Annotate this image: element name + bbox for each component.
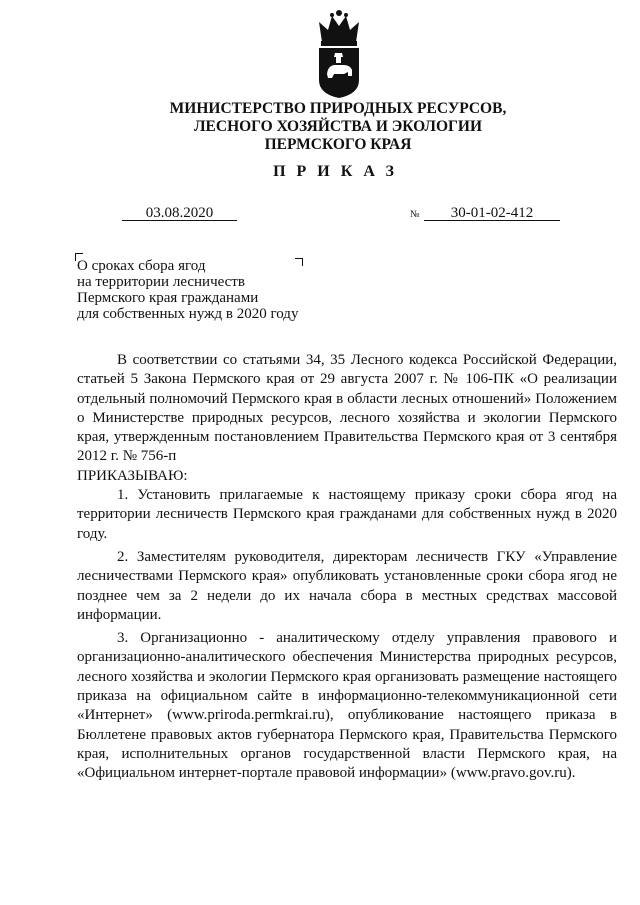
subject-line: Пермского края гражданами xyxy=(77,290,259,306)
order-word: ПРИКАЗЫВАЮ: xyxy=(77,467,188,484)
subject-line: для собственных нужд в 2020 году xyxy=(77,306,299,322)
ministry-line: ЛЕСНОГО ХОЗЯЙСТВА И ЭКОЛОГИИ xyxy=(193,118,483,135)
subject-line: О сроках сбора ягод xyxy=(77,258,206,274)
subject-line: на территории лесничеств xyxy=(77,274,245,290)
order-body xyxy=(77,351,617,784)
preamble-paragraph: В соответствии со статьями 34, 35 Лесного кодекса Российской Федерации, статьей 5 Закона Пермского края от 29 августа 2007 г. № 106-ПК «О реализации отдельный полномочий Пермского края в области лесных отношений» Положением о Министерстве природных ресурсов, лесного хозяйства и экологии Пермского края, утвержденным постановлением Правительства Пермского края от 3 сентября 2012 г. № 756-п xyxy=(77,352,617,465)
order-date: 03.08.2020 xyxy=(122,206,237,221)
document-type: ПРИКАЗ xyxy=(273,163,405,180)
number-label: № xyxy=(410,209,420,220)
ministry-name xyxy=(0,100,640,154)
ministry-line: ПЕРМСКОГО КРАЯ xyxy=(264,136,412,153)
ministry-line: МИНИСТЕРСТВО ПРИРОДНЫХ РЕСУРСОВ, xyxy=(169,100,507,117)
order-item-2: 2. Заместителям руководителя, директорам лесничеств ГКУ «Управление лесничествами Пермского края» опубликовать установленные сроки сбора ягод не позднее чем за 2 недели до их начала сбора в местных средствах массовой информации. xyxy=(77,548,617,623)
order-item-1: 1. Установить прилагаемые к настоящему приказу сроки сбора ягод на территории лесничеств Пермского края гражданами для собственных нужд в 2020 году. xyxy=(77,487,617,542)
order-item-3: 3. Организационно - аналитическому отделу управления правового и организационно-аналитического обеспечения Министерства природных ресурсов, лесного хозяйства и экологии Пермского края организовать размещение настоящего приказа на официальном сайте в информационно-телекоммуникационной сети «Интернет» (www.priroda.permkrai.ru), опубликование настоящего приказа в Бюллетене правовых актов губернатора Пермского края, Правительства Пермского края, исполнительных органов государственной власти Пермского края, на «Официальном интернет-портале правовой информации» (www.pravo.gov.ru). xyxy=(77,630,617,782)
order-subject xyxy=(77,258,337,322)
order-number: 30-01-02-412 xyxy=(424,206,560,221)
perm-krai-coat-of-arms-icon xyxy=(314,8,364,100)
